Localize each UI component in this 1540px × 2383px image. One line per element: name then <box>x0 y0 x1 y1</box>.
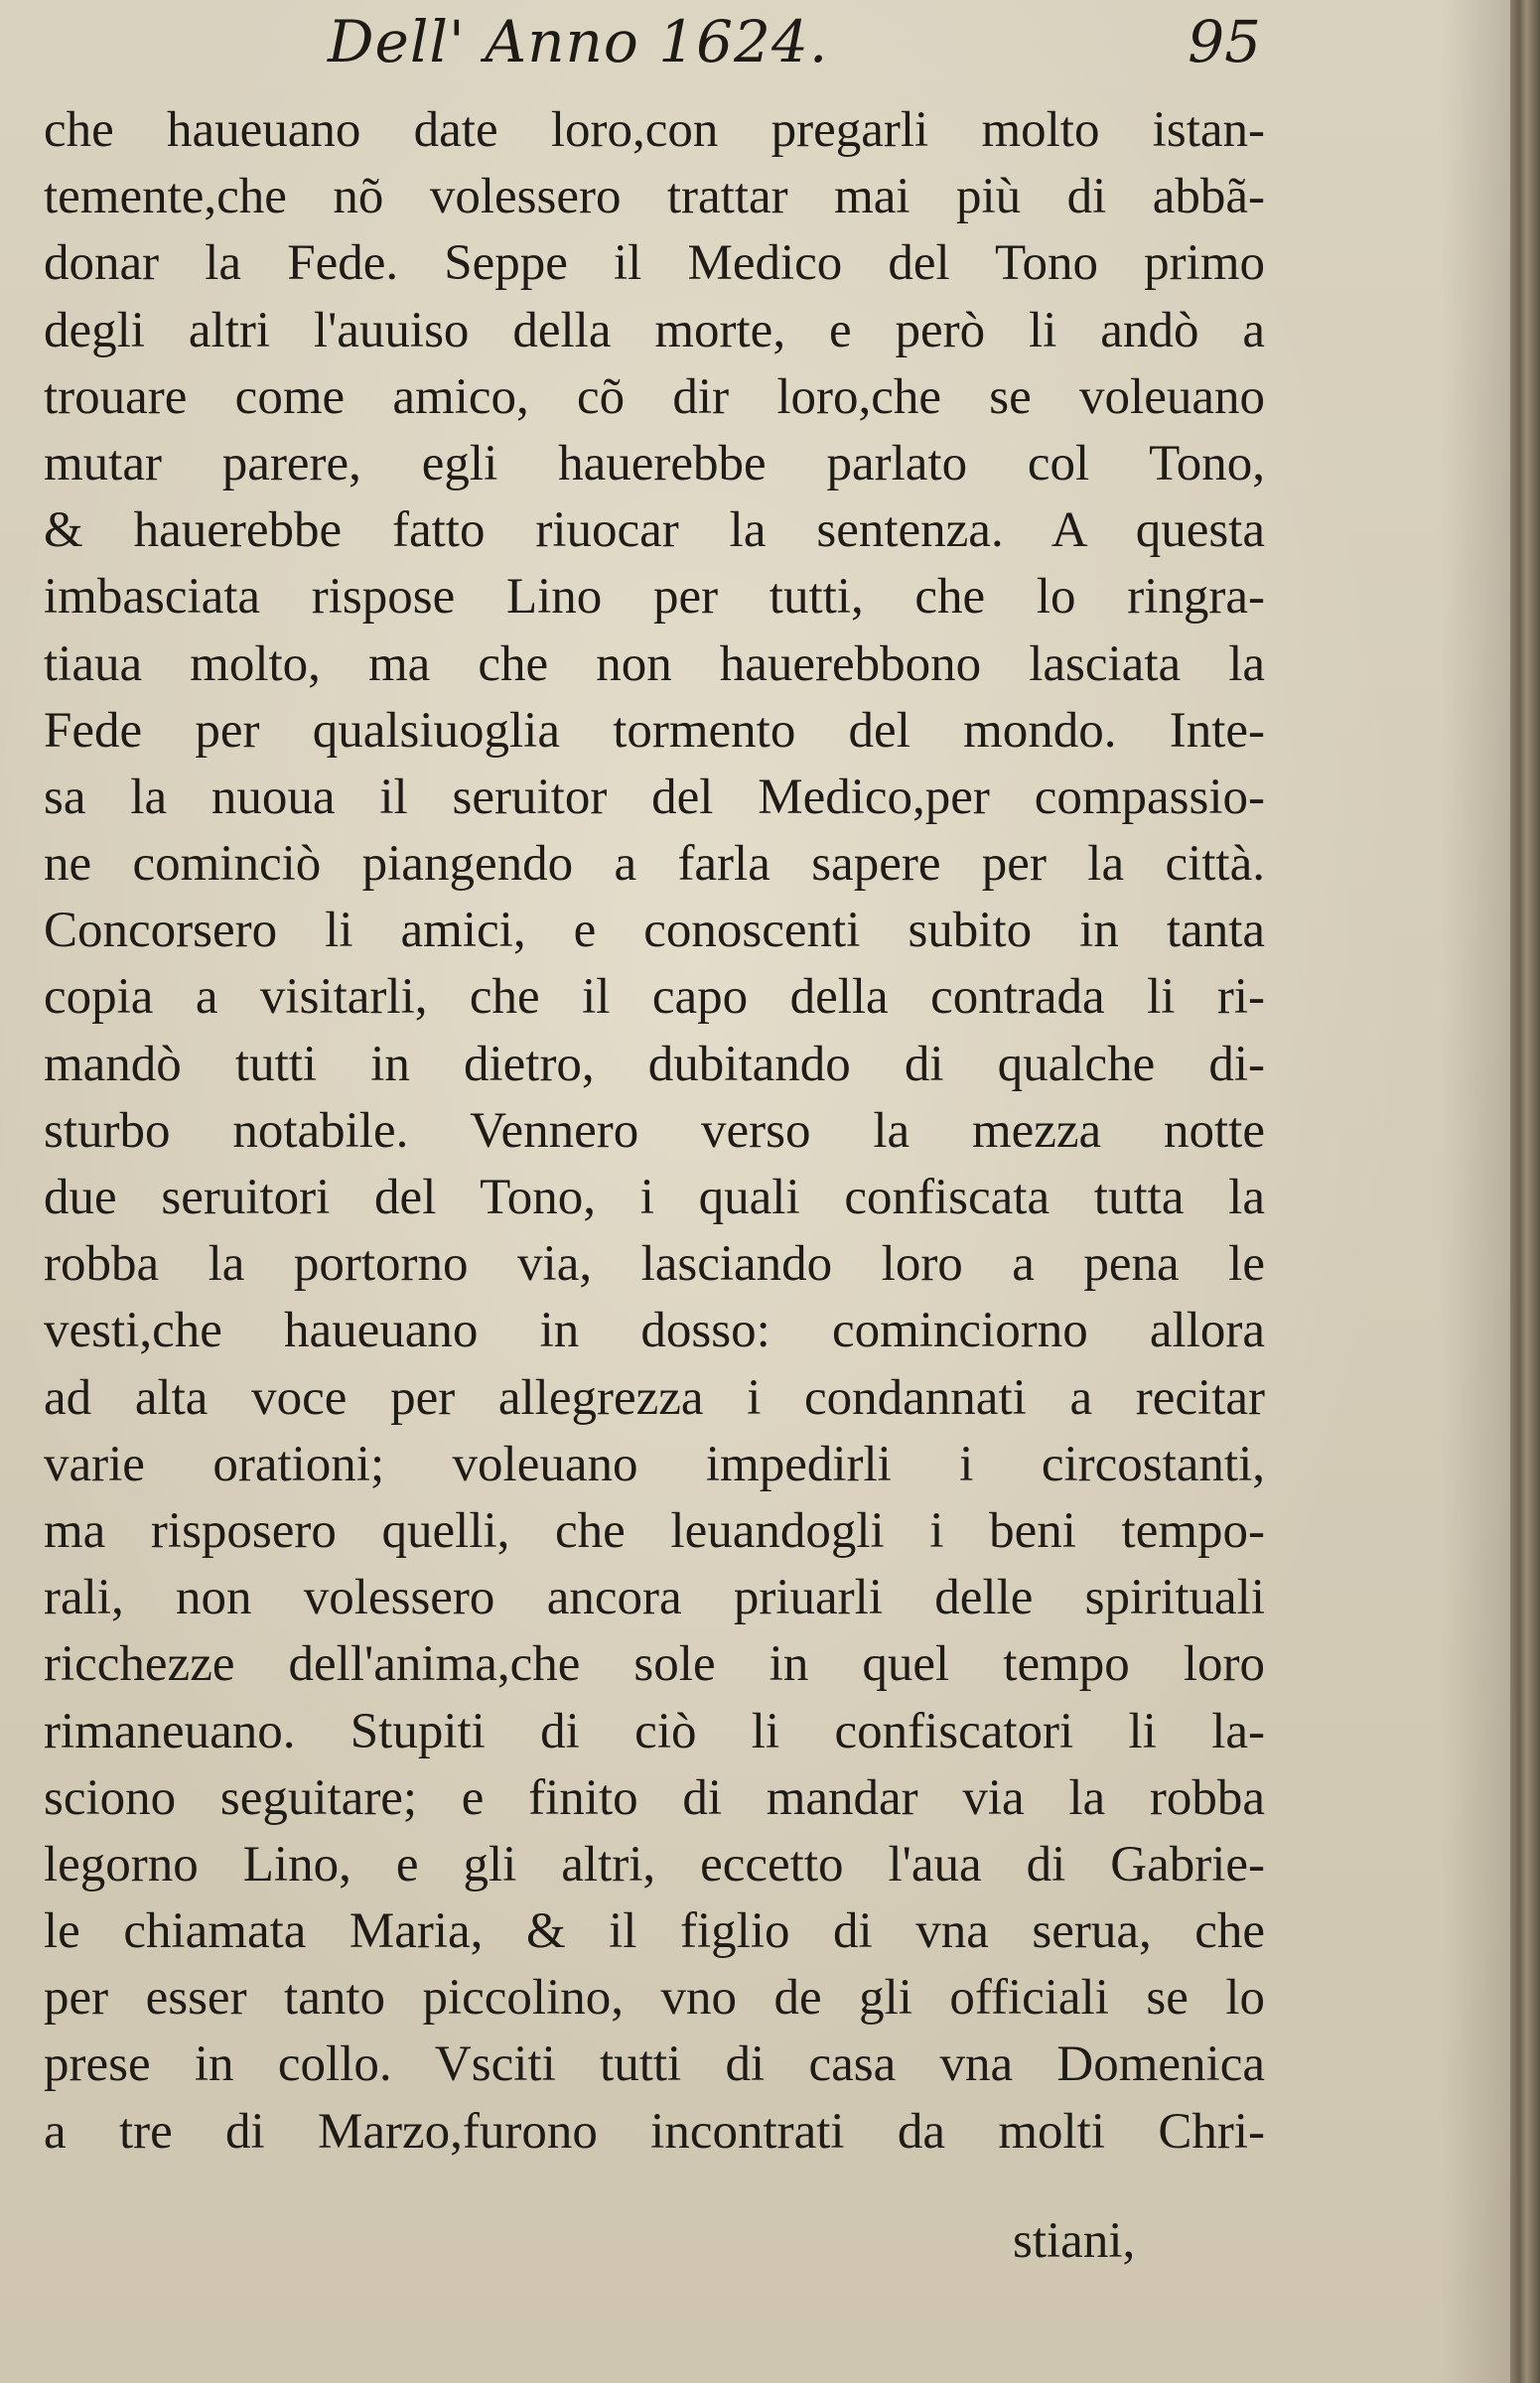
page-number: 95 <box>1188 8 1261 75</box>
text-line: mandò tutti in dietro, dubitando di qualche di- <box>44 1036 1265 1092</box>
text-line: rali, non volessero ancora priuarli delle spirituali <box>44 1570 1265 1626</box>
text-line: copia a visitarli, che il capo della contrada li ri- <box>44 969 1265 1026</box>
text-line: a tre di Marzo,furono incontrati da molti Chri- <box>44 2103 1265 2160</box>
text-line: due seruitori del Tono, i quali confiscata tutta la <box>44 1170 1265 1225</box>
text-line: robba la portorno via, lasciando loro a pena le <box>44 1236 1265 1293</box>
text-line: trouare come amico, cõ dir loro,che se voleuano <box>44 368 1265 425</box>
text-line: sa la nuoua il seruitor del Medico,per compassio- <box>44 769 1265 825</box>
text-line: mutar parere, egli hauerebbe parlato col Tono, <box>44 435 1265 491</box>
text-line: Concorsero li amici, e conoscenti subito in tanta <box>44 903 1265 959</box>
text-line: ricchezze dell'anima,che sole in quel tempo loro <box>44 1636 1265 1693</box>
text-line: ad alta voce per allegrezza i condannati a recitar <box>44 1369 1265 1426</box>
text-line: varie orationi; voleuano impedirli i circostanti, <box>44 1436 1265 1492</box>
text-line: ma risposero quelli, che leuandogli i beni tempo- <box>44 1502 1265 1559</box>
catchword: stiani, <box>1013 2213 1136 2269</box>
text-line: temente,che nõ volessero trattar mai più di abbã- <box>44 169 1265 225</box>
text-line: per esser tanto piccolino, vno de gli officiali se lo <box>44 1970 1265 2027</box>
text-line: prese in collo. Vsciti tutti di casa vna Domenica <box>44 2036 1265 2093</box>
text-line: sturbo notabile. Vennero verso la mezza notte <box>44 1102 1265 1159</box>
text-line: donar la Fede. Seppe il Medico del Tono primo <box>44 235 1265 292</box>
text-line: Fede per qualsiuoglia tormento del mondo. Inte- <box>44 702 1265 759</box>
gutter-shadow <box>1441 0 1510 2383</box>
text-line: rimaneuano. Stupiti di ciò li confiscatori li la- <box>44 1703 1265 1759</box>
text-line: sciono seguitare; e finito di mandar via la robba <box>44 1769 1265 1826</box>
text-line: vesti,che haueuano in dosso: cominciorno allora <box>44 1303 1265 1359</box>
text-line: ne cominciò piangendo a farla sapere per la città. <box>44 836 1265 893</box>
text-line: tiaua molto, ma che non hauerebbono lasciata la <box>44 635 1265 692</box>
text-line: & hauerebbe fatto riuocar la sentenza. A questa <box>44 502 1265 559</box>
running-head: Dell' Anno 1624. <box>328 8 829 75</box>
text-line: legorno Lino, e gli altri, eccetto l'aua di Gabrie- <box>44 1836 1265 1892</box>
text-line: imbasciata rispose Lino per tutti, che lo ringra- <box>44 569 1265 626</box>
page-header <box>328 8 1261 77</box>
text-line: che haueuano date loro,con pregarli molto istan- <box>44 102 1265 158</box>
text-line: le chiamata Maria, & il figlio di vna serua, che <box>44 1903 1265 1960</box>
text-line: degli altri l'auuiso della morte, e però li andò a <box>44 302 1265 358</box>
page-edge <box>1510 0 1540 2383</box>
body-text <box>44 97 1265 2166</box>
